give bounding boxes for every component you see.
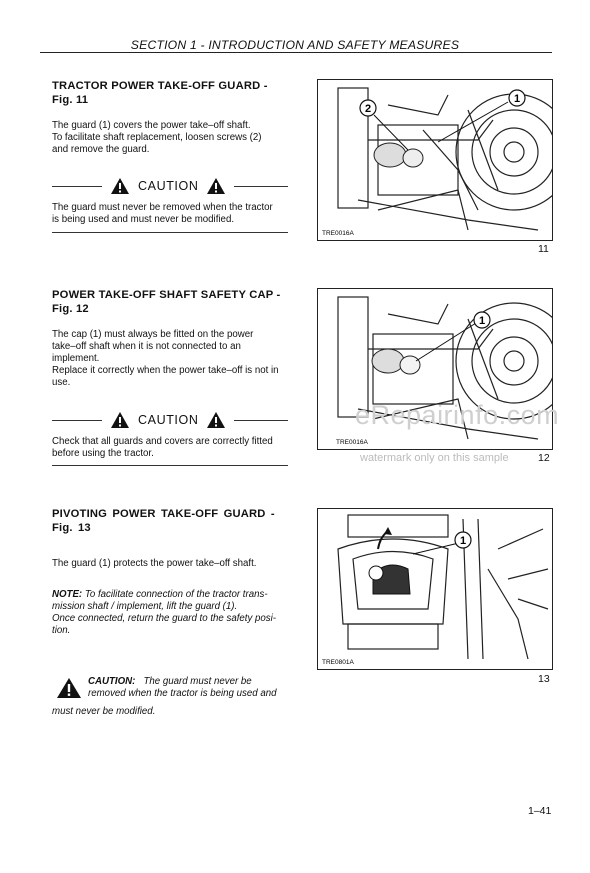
body-line: The cap (1) must always be fitted on the power xyxy=(52,329,254,340)
caution-text xyxy=(52,436,288,460)
warning-triangle-icon xyxy=(110,177,130,195)
section-rule xyxy=(52,232,288,233)
section-heading xyxy=(52,288,288,316)
caution-line: before using the tractor. xyxy=(52,448,154,459)
note-line: Once connected, return the guard to the safety posi- xyxy=(52,613,277,624)
caution-label: CAUTION xyxy=(138,179,199,193)
figure-11-image xyxy=(317,79,553,241)
body-line: take–off shaft when it is not connected to an xyxy=(52,341,241,352)
tractor-pto-illustration xyxy=(318,80,552,240)
body-line: The guard (1) protects the power take–off shaft. xyxy=(52,558,257,569)
heading-line: PIVOTING POWER TAKE-OFF GUARD - xyxy=(52,508,275,520)
body-line: To facilitate shaft replacement, loosen screws (2) xyxy=(52,132,262,143)
body-line: use. xyxy=(52,377,71,388)
body-line: and remove the guard. xyxy=(52,144,150,155)
figure-callout: 1 xyxy=(459,535,467,547)
caution-line: The guard must never be xyxy=(143,676,252,687)
heading-line: Fig. 13 xyxy=(52,522,91,534)
caution-rule-right xyxy=(234,186,288,187)
caution-rule-right xyxy=(234,420,288,421)
section-body xyxy=(52,329,288,389)
warning-triangle-icon xyxy=(110,411,130,429)
caution-line: removed when the tractor is being used and xyxy=(88,688,277,699)
section-body xyxy=(52,558,288,570)
figure-code: TRE0016A xyxy=(336,439,368,446)
caution-line: Check that all guards and covers are correctly fitted xyxy=(52,436,273,447)
caution-rule-left xyxy=(52,186,102,187)
caution-text xyxy=(88,676,288,700)
heading-line: POWER TAKE-OFF SHAFT SAFETY CAP - xyxy=(52,289,281,301)
note-line: tion. xyxy=(52,625,71,636)
figure-callout: 1 xyxy=(478,315,486,327)
caution-label: CAUTION xyxy=(138,413,199,427)
heading-line: TRACTOR POWER TAKE-OFF GUARD - xyxy=(52,80,268,92)
figure-code: TRE0801A xyxy=(322,659,354,666)
header-rule xyxy=(40,52,552,53)
heading-line: Fig. 11 xyxy=(52,94,89,106)
page-header-title: SECTION 1 - INTRODUCTION AND SAFETY MEASURES xyxy=(130,38,460,52)
watermark-brand: eRepairinfo.com xyxy=(355,400,560,430)
warning-triangle-icon xyxy=(206,411,226,429)
figure-number: 13 xyxy=(538,673,550,685)
page-number: 1–41 xyxy=(528,805,552,817)
caution-banner xyxy=(52,175,288,197)
caution-rule-left xyxy=(52,420,102,421)
section-heading xyxy=(52,79,288,107)
caution-text-cont xyxy=(52,706,288,718)
figure-callout: 2 xyxy=(364,103,372,115)
section-rule xyxy=(52,465,288,466)
caution-line: The guard must never be removed when the tractor xyxy=(52,202,273,213)
figure-number: 12 xyxy=(538,452,550,464)
watermark-notice: watermark only on this sample xyxy=(360,452,509,464)
body-line: Replace it correctly when the power take–off is not in xyxy=(52,365,279,376)
note-line: To facilitate connection of the tractor trans- xyxy=(84,589,268,600)
section-body xyxy=(52,120,288,156)
caution-line: must never be modified. xyxy=(52,706,156,717)
heading-line: Fig. 12 xyxy=(52,303,89,315)
body-line: The guard (1) covers the power take–off shaft. xyxy=(52,120,251,131)
figure-code: TRE0016A xyxy=(322,230,354,237)
caution-label: CAUTION: xyxy=(88,676,136,687)
figure-callout: 1 xyxy=(513,93,521,105)
warning-triangle-icon xyxy=(56,677,82,699)
figure-number: 11 xyxy=(538,243,549,255)
figure-13-image xyxy=(317,508,553,670)
caution-line: is being used and must never be modified. xyxy=(52,214,235,225)
body-line: implement. xyxy=(52,353,100,364)
caution-text xyxy=(52,202,288,226)
note-line: mission shaft / implement, lift the guard (1). xyxy=(52,601,238,612)
note-block xyxy=(52,589,288,637)
warning-triangle-icon xyxy=(206,177,226,195)
section-heading xyxy=(52,507,288,535)
pivoting-guard-illustration xyxy=(318,509,552,669)
caution-banner xyxy=(52,409,288,431)
note-label: NOTE: xyxy=(52,589,83,600)
